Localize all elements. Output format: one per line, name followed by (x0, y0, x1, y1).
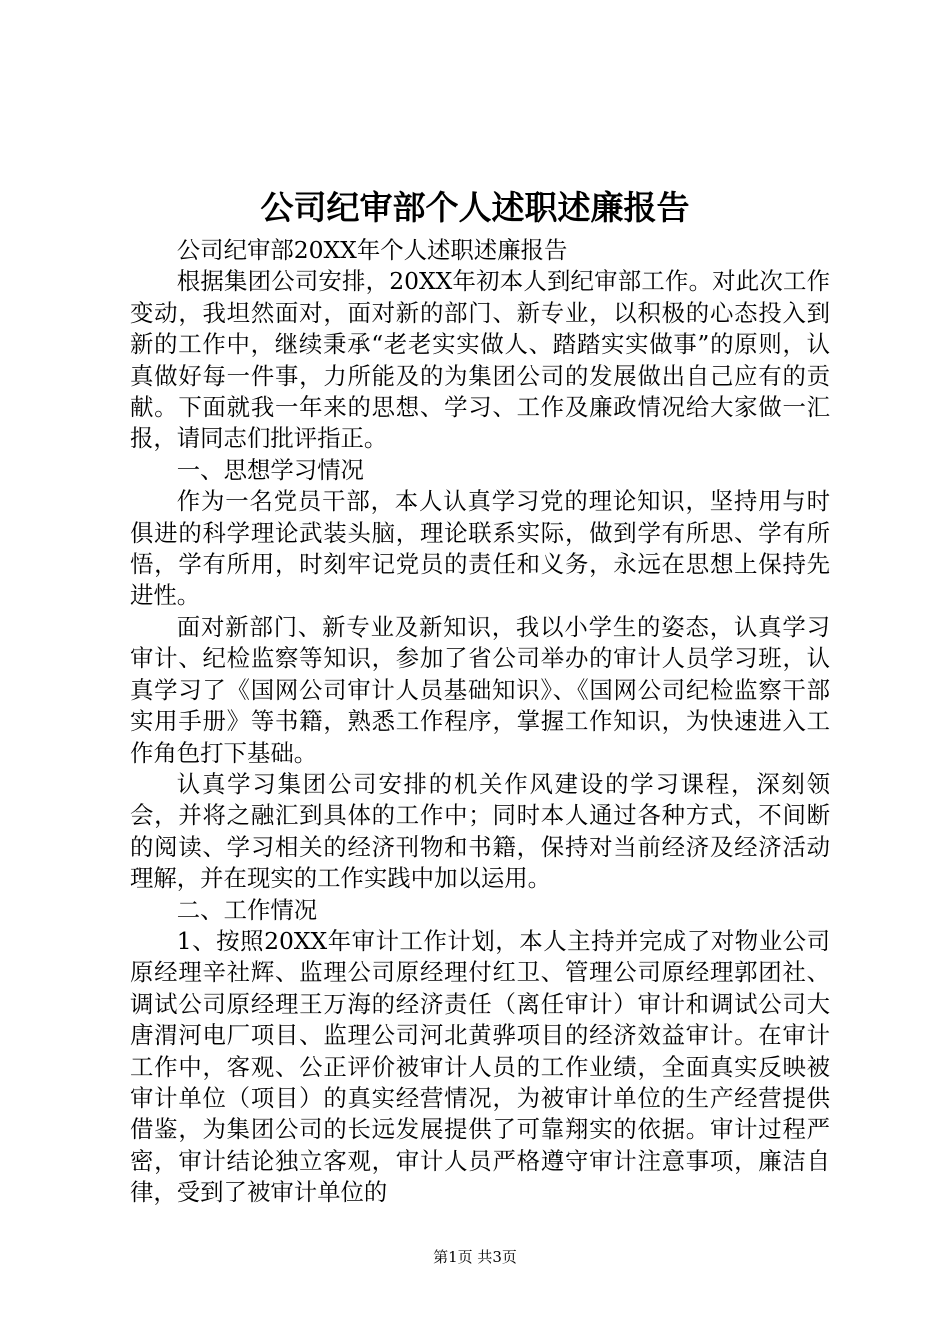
page-number-footer: 第1页 共3页 (433, 1248, 517, 1266)
body-paragraph: 认真学习集团公司安排的机关作风建设的学习课程，深刻领会，并将之融汇到具体的工作中；同时本人通过各种方式，不间断的阅读、学习相关的经济刊物和书籍，保持对当前经济及经济活动理解，并在现实的工作实践中加以运用。 (130, 769, 830, 893)
body-paragraph: 1、按照20XX年审计工作计划，本人主持并完成了对物业公司原经理辛社辉、监理公司原经理付红卫、管理公司原经理郭团社、调试公司原经理王万海的经济责任（离任审计）审计和调试公司大唐渭河电厂项目、监理公司河北黄骅项目的经济效益审计。在审计工作中，客观、公正评价被审计人员的工作业绩，全面真实反映被审计单位（项目）的真实经营情况，为被审计单位的生产经营提供借鉴，为集团公司的长远发展提供了可靠翔实的依据。审计过程严密，审计结论独立客观，审计人员严格遵守审计注意事项，廉洁自律，受到了被审计单位的 (130, 926, 830, 1207)
body-paragraph: 作为一名党员干部，本人认真学习党的理论知识，坚持用与时俱进的科学理论武装头脑，理论联系实际，做到学有所思、学有所悟，学有所用，时刻牢记党员的责任和义务，永远在思想上保持先进性。 (130, 487, 830, 610)
document-title: 公司纪审部个人述职述廉报告 (260, 188, 690, 227)
document-body (130, 235, 830, 1209)
intro-paragraph: 根据集团公司安排，20XX年初本人到纪审部工作。对此次工作变动，我坦然面对，面对新的部门、新专业，以积极的心态投入到新的工作中，继续秉承“老老实实做人、踏踏实实做事”的原则，认真做好每一件事，力所能及的为集团公司的发展做出自己应有的贡献。下面就我一年来的思想、学习、工作及廉政情况给大家做一汇报，请同志们批评指正。 (130, 267, 830, 453)
body-paragraph: 面对新部门、新专业及新知识，我以小学生的姿态，认真学习审计、纪检监察等知识，参加了省公司举办的审计人员学习班，认真学习了《国网公司审计人员基础知识》、《国网公司纪检监察干部实用手册》等书籍，熟悉工作程序，掌握工作知识，为快速进入工作角色打下基础。 (130, 612, 830, 767)
section-heading-work: 二、工作情况 (176, 895, 318, 924)
subtitle-paragraph: 公司纪审部20XX年个人述职述廉报告 (176, 236, 568, 264)
section-heading-thought-study: 一、思想学习情况 (176, 455, 364, 484)
